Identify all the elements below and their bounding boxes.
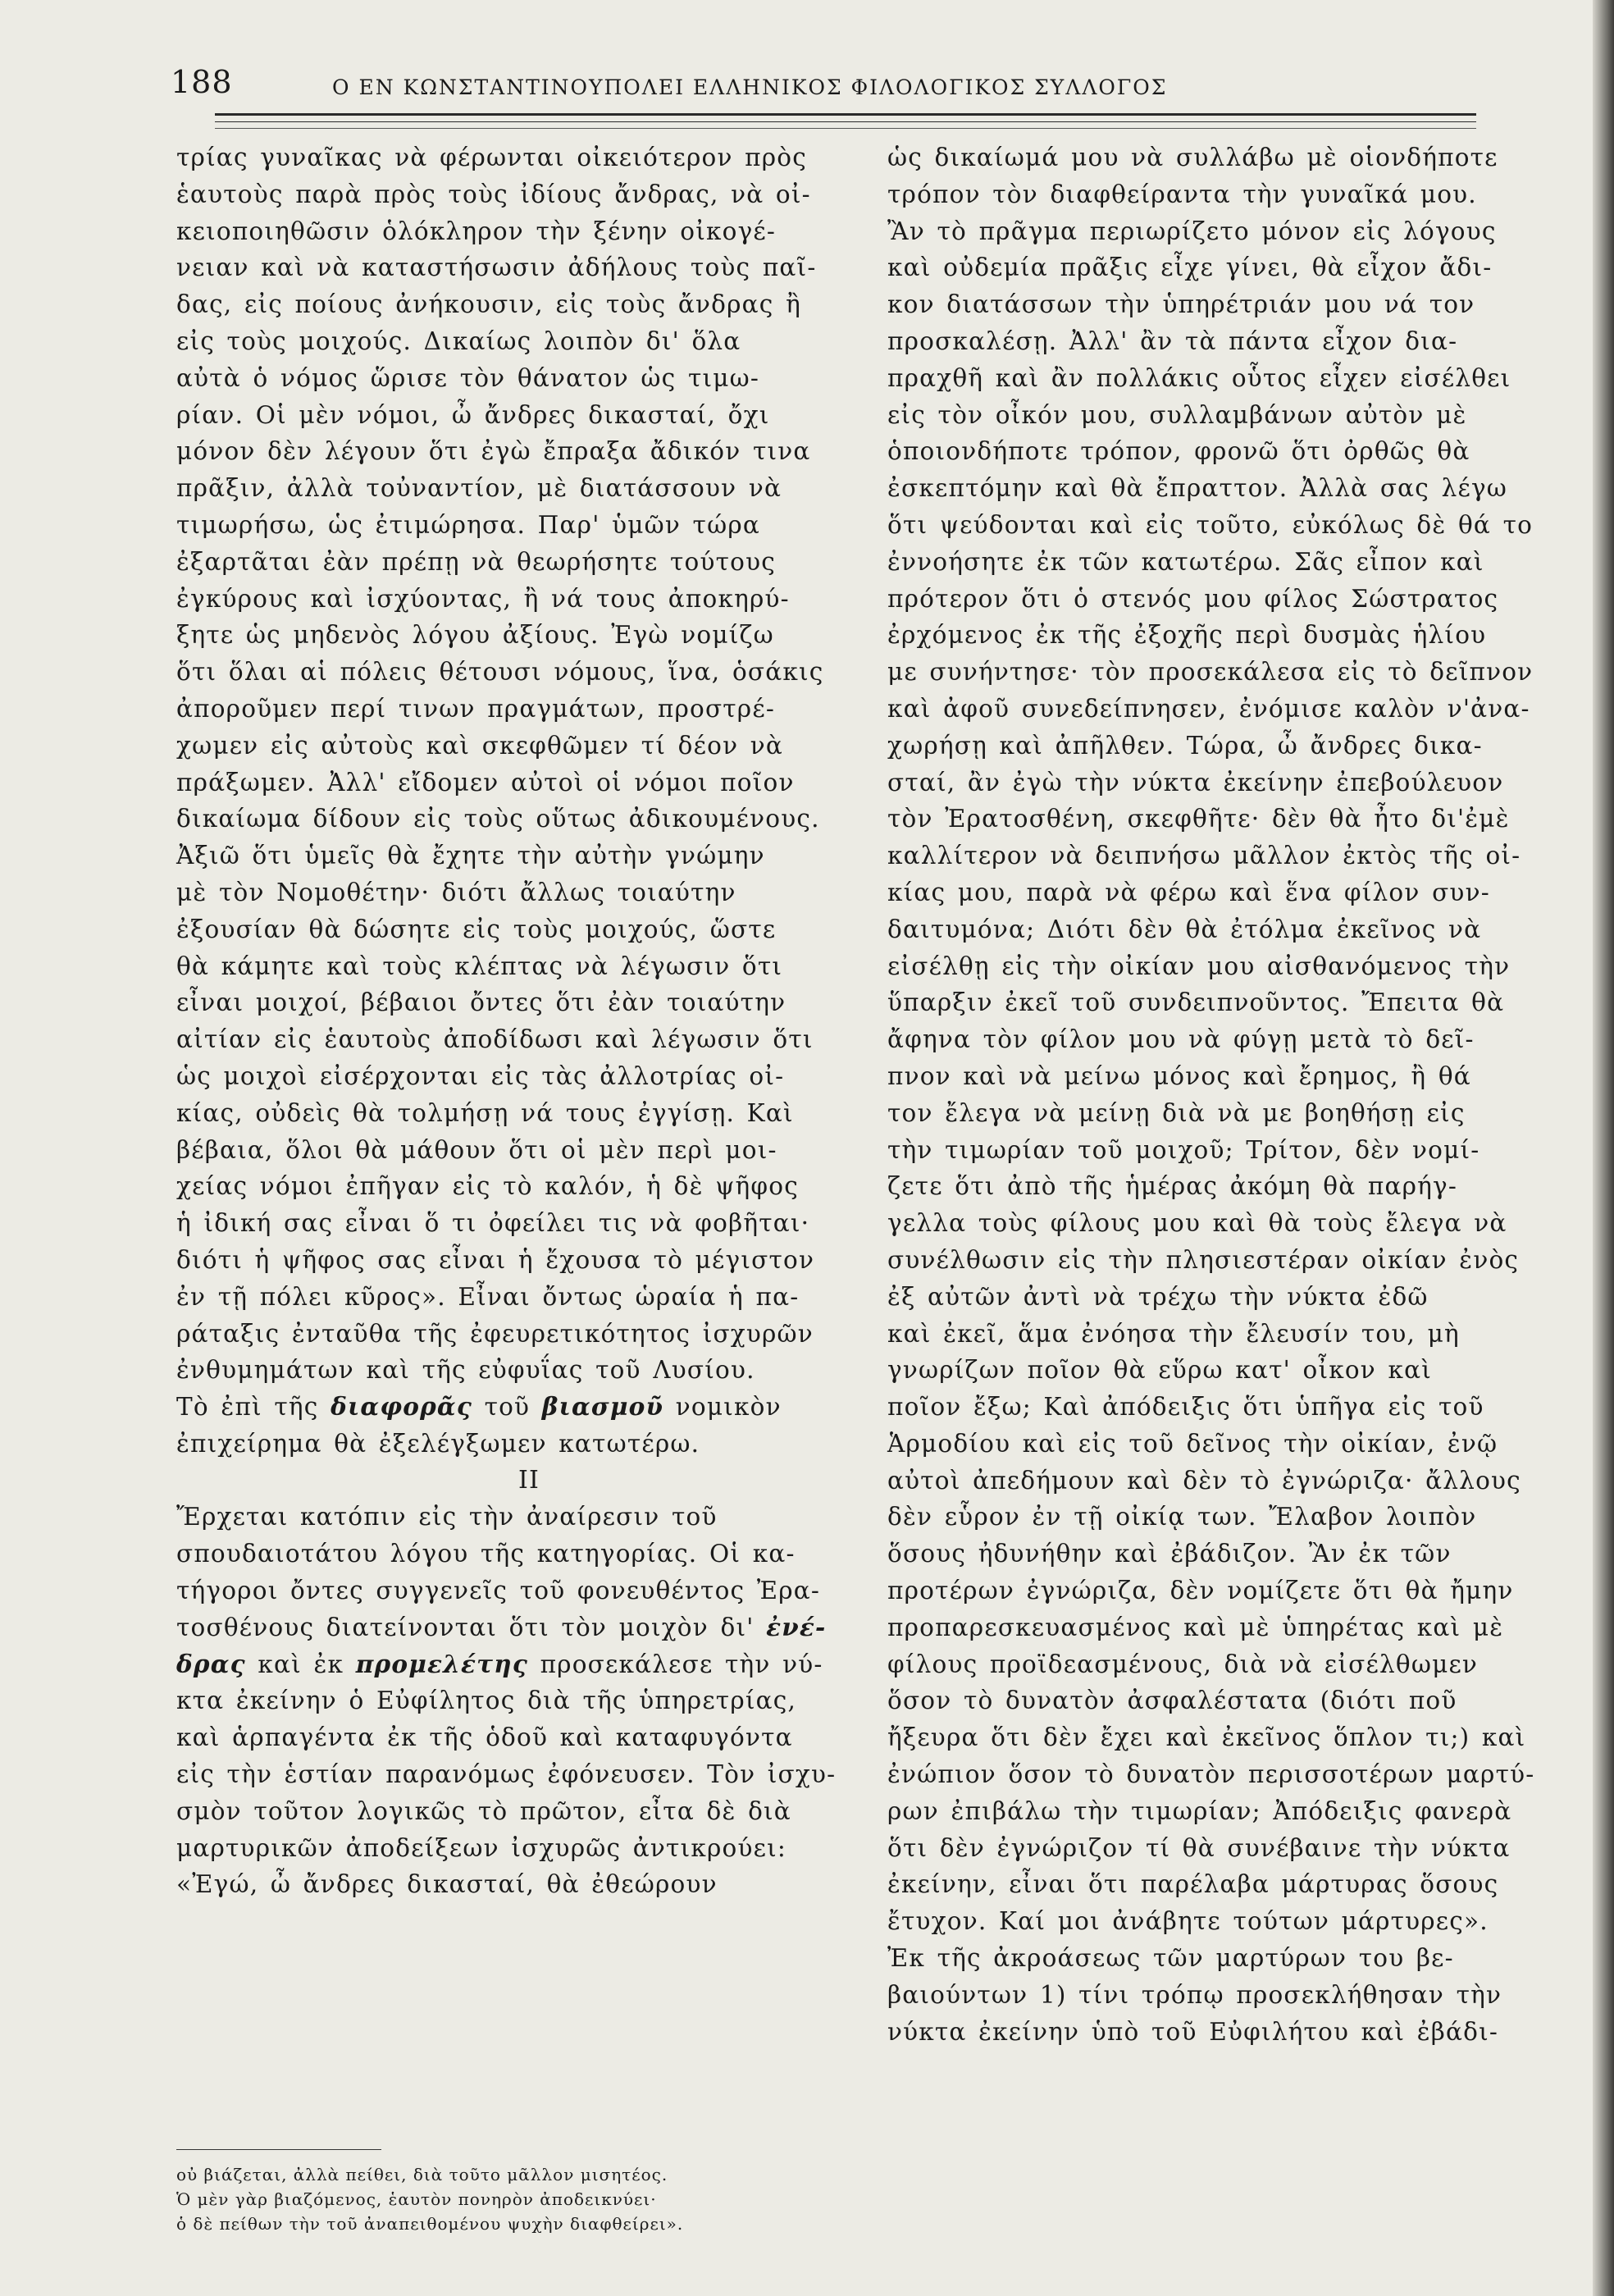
text-line: πράξωμεν. Ἀλλ' εἴδομεν αὐτοὶ οἱ νόμοι ποῖον: [176, 768, 795, 797]
left-paragraph-2a: [176, 1499, 832, 1609]
text-line: τρόπον τὸν διαφθείραντα τὴν γυναῖκά μου.: [887, 180, 1477, 208]
text-line: ὅσους ἠδυνήθην καὶ ἐβάδιζον. Ἂν ἐκ τῶν: [887, 1540, 1452, 1568]
text-line: κον διατάσσων τὴν ὑπηρέτριάν μου νά τον: [887, 290, 1475, 319]
text-line: «Ἐγώ, ὦ ἄνδρες δικασταί, θὰ ἐθεώρουν: [176, 1870, 718, 1899]
text-line: δας, εἰς ποίους ἀνήκουσιν, εἰς τοὺς ἄνδρας ἢ: [176, 290, 801, 319]
text-line: πρᾶξιν, ἀλλὰ τοὐναντίον, μὲ διατάσσουν νὰ: [176, 474, 782, 503]
text-line: σπουδαιοτάτου λόγου τῆς κατηγορίας. Οἱ κα-: [176, 1540, 796, 1568]
text-line: ἐξαρτᾶται ἐὰν πρέπῃ νὰ θεωρήσητε τούτους: [176, 547, 776, 576]
page-header: [164, 64, 1435, 113]
text-line: μὲ τὸν Νομοθέτην· διότι ἄλλως τοιαύτην: [176, 878, 736, 906]
text-line: ἐγκύρους καὶ ἰσχύοντας, ἢ νά τους ἀποκηρύ-: [176, 584, 790, 613]
emphasis-term: ἐνέ-: [766, 1612, 827, 1641]
text-span: τοῦ: [484, 1393, 531, 1422]
text-span: καὶ ἐκ: [258, 1650, 344, 1678]
text-line: ὁποιονδήποτε τρόπον, φρονῶ ὅτι ὀρθῶς θὰ: [887, 437, 1470, 466]
text-line: χωμεν εἰς αὐτοὺς καὶ σκεφθῶμεν τί δέον νὰ: [176, 731, 784, 760]
text-line: Ἀξιῶ ὅτι ὑμεῖς θὰ ἔχητε τὴν αὐτὴν γνώμην: [176, 842, 765, 870]
header-rule-thick: [215, 113, 1476, 116]
text-line: ὕπαρξιν ἐκεῖ τοῦ συνδειπνοῦντος. Ἔπειτα θὰ: [887, 988, 1505, 1017]
right-paragraph: [887, 139, 1535, 2050]
text-line: καὶ οὐδεμία πρᾶξις εἶχε γίνει, θὰ εἶχον ἄδι-: [887, 253, 1493, 282]
text-span: νομικὸν: [675, 1393, 782, 1422]
emphasis-term: προμελέτης: [355, 1649, 528, 1678]
footnote-block: [176, 2162, 849, 2236]
text-line: ὅτι ὅλαι αἱ πόλεις θέτουσι νόμους, ἵνα, ὁσάκις: [176, 658, 824, 687]
text-line: ρων ἐπιβάλω τὴν τιμωρίαν; Ἀπόδειξις φανερὰ: [887, 1796, 1512, 1825]
page-edge-shadow: [1593, 0, 1614, 2296]
emphasis-term: διαφορᾶς: [331, 1392, 472, 1422]
p2-line-4: [176, 1609, 832, 1646]
section-numeral: II: [517, 1465, 540, 1495]
header-rule-hairline: [215, 128, 1476, 129]
text-line: σμὸν τοῦτον λογικῶς τὸ πρῶτον, εἶτα δὲ διὰ: [176, 1796, 791, 1825]
left-paragraph-2b: [176, 1682, 837, 1903]
text-line: κίας, οὐδεὶς θὰ τολμήσῃ νά τους ἐγγίσῃ. Καὶ: [176, 1098, 794, 1127]
text-line: ἤξευρα ὅτι δὲν ἔχει καὶ ἐκεῖνος ὅπλον τι;) καὶ: [887, 1723, 1526, 1752]
text-line: τὸν Ἐρατοσθένη, σκεφθῆτε· δὲν θὰ ἦτο δι'ἐμὲ: [887, 805, 1510, 833]
text-line: ὡς μοιχοὶ εἰσέρχονται εἰς τὰς ἀλλοτρίας οἰ-: [176, 1061, 785, 1090]
text-line: κειοποιηθῶσιν ὁλόκληρον τὴν ξένην οἰκογέ-: [176, 217, 777, 245]
text-line: ἐνθυμημάτων καὶ τῆς εὐφυΐας τοῦ Λυσίου.: [176, 1356, 755, 1385]
text-span: τοσθένους διατείνονται ὅτι τὸν μοιχὸν δι': [176, 1613, 755, 1641]
text-line: τρίας γυναῖκας νὰ φέρωνται οἰκειότερον πρὸς: [176, 144, 807, 171]
text-line: ράταξις ἐνταῦθα τῆς ἐφευρετικότητος ἰσχυρῶν: [176, 1319, 814, 1348]
text-line: καὶ ἀφοῦ συνεδείπνησεν, ἐνόμισε καλὸν ν'ἀνα-: [887, 694, 1530, 723]
text-line: τὴν τιμωρίαν τοῦ μοιχοῦ; Τρίτον, δὲν νομί-: [887, 1135, 1480, 1164]
left-paragraph-1: [176, 139, 832, 1389]
text-line: Ἔρχεται κατόπιν εἰς τὴν ἀναίρεσιν τοῦ: [176, 1503, 718, 1531]
text-line: θὰ κάμητε καὶ τοὺς κλέπτας νὰ λέγωσιν ὅτι: [176, 952, 783, 980]
text-line: ξητε ὡς μηδενὸς λόγου ἀξίους. Ἐγὼ νομίζω: [176, 621, 774, 650]
emphasis-term: δρας: [176, 1649, 246, 1678]
header-rule-thin: [215, 121, 1476, 122]
text-line: εἰς τὴν ἑστίαν παρανόμως ἐφόνευσεν. Τὸν ἰσχυ-: [176, 1760, 837, 1789]
page-number: 188: [171, 64, 233, 100]
text-span: Τὸ ἐπὶ τῆς: [176, 1393, 319, 1422]
text-line: βαιούντων 1) τίνι τρόπῳ προσεκλήθησαν τὴν: [887, 1980, 1502, 2009]
text-line: νειαν καὶ νὰ καταστήσωσιν ἀδήλους τοὺς παῖ-: [176, 253, 817, 282]
text-line: δὲν εὗρον ἐν τῇ οἰκίᾳ των. Ἔλαβον λοιπὸν: [887, 1503, 1477, 1531]
text-line: γνωρίζων ποῖον θὰ εὕρω κατ' οἶκον καὶ: [887, 1356, 1433, 1385]
text-line: νύκτα ἐκείνην ὑπὸ τοῦ Εὐφιλήτου καὶ ἐβάδι-: [887, 2017, 1499, 2046]
closing-line-1: [176, 1389, 832, 1426]
text-line: εἰσέλθῃ εἰς τὴν οἰκίαν μου αἰσθανόμενος τὴν: [887, 952, 1511, 980]
text-line: τιμωρήσω, ὡς ἐτιμώρησα. Παρ' ὑμῶν τώρα: [176, 510, 760, 539]
text-line: ἀποροῦμεν περί τινων πραγμάτων, προστρέ-: [176, 694, 775, 723]
text-line: Ἂν τὸ πρᾶγμα περιωρίζετο μόνον εἰς λόγους: [887, 217, 1497, 245]
text-line: ἐξουσίαν θὰ δώσητε εἰς τοὺς μοιχούς, ὥστε: [176, 915, 777, 943]
text-line: χωρήσῃ καὶ ἀπῆλθεν. Τώρα, ὦ ἄνδρες δικα-: [887, 731, 1483, 760]
text-line: ἐν τῇ πόλει κῦρος». Εἶναι ὄντως ὡραία ἡ πα-: [176, 1282, 800, 1311]
text-line: καὶ ἁρπαγέντα ἐκ τῆς ὁδοῦ καὶ καταφυγόντα: [176, 1723, 793, 1752]
text-span: προσεκάλεσε τὴν νύ-: [540, 1650, 823, 1678]
text-line: προσκαλέσῃ. Ἀλλ' ἂν τὰ πάντα εἶχον δια-: [887, 326, 1458, 355]
right-column: [887, 139, 1535, 2050]
text-line: Ἁρμοδίου καὶ εἰς τοῦ δεῖνος τὴν οἰκίαν, ἐνῷ: [887, 1429, 1498, 1458]
text-line: διότι ἡ ψῆφος σας εἶναι ἡ ἔχουσα τὸ μέγιστον: [176, 1245, 815, 1274]
emphasis-term: βιασμοῦ: [541, 1392, 664, 1422]
text-line: δαιτυμόνα; Διότι δὲν θὰ ἐτόλμα ἐκεῖνος νὰ: [887, 915, 1482, 943]
closing-line-2: ἐπιχείρημα θὰ ἐξελέγξωμεν κατωτέρω.: [176, 1429, 700, 1458]
text-line: προπαρεσκευασμένος καὶ μὲ ὑπηρέτας καὶ μὲ: [887, 1613, 1504, 1641]
text-line: κτα ἐκείνην ὁ Εὐφίλητος διὰ τῆς ὑπηρετρίας,: [176, 1687, 797, 1715]
text-line: καὶ ἐκεῖ, ἅμα ἐνόησα τὴν ἔλευσίν του, μὴ: [887, 1319, 1460, 1348]
text-line: εἶναι μοιχοί, βέβαιοι ὄντες ὅτι ἐὰν τοιαύτην: [176, 988, 786, 1017]
p2-line-5: [176, 1646, 832, 1683]
text-line: ἄφηνα τὸν φίλον μου νὰ φύγῃ μετὰ τὸ δεῖ-: [887, 1025, 1475, 1054]
text-line: αὐτὰ ὁ νόμος ὥρισε τὸν θάνατον ὡς τιμω-: [176, 363, 760, 392]
text-line: γελλα τοὺς φίλους μου καὶ θὰ τοὺς ἔλεγα νὰ: [887, 1209, 1507, 1238]
footnotes: [176, 2162, 849, 2236]
text-line: ζετε ὅτι ἀπὸ τῆς ἡμέρας ἀκόμη θὰ παρήγ-: [887, 1172, 1458, 1201]
text-line: ἔτυχον. Καί μοι ἀνάβητε τούτων μάρτυρες».: [887, 1907, 1489, 1936]
text-line: ἐκείνην, εἶναι ὅτι παρέλαβα μάρτυρας ὅσους: [887, 1870, 1499, 1899]
text-line: δικαίωμα δίδουν εἰς τοὺς οὕτως ἀδικουμένους.: [176, 805, 820, 833]
text-line: αἰτίαν εἰς ἑαυτοὺς ἀποδίδωσι καὶ λέγωσιν ὅτι: [176, 1025, 814, 1054]
text-line: συνέλθωσιν εἰς τὴν πλησιεστέραν οἰκίαν ἐνὸς: [887, 1245, 1520, 1274]
left-column: [176, 139, 837, 1903]
text-line: ἐρχόμενος ἐκ τῆς ἐξοχῆς περὶ δυσμὰς ἡλίου: [887, 621, 1487, 650]
text-line: Ἐκ τῆς ἀκροάσεως τῶν μαρτύρων του βε-: [887, 1944, 1454, 1973]
text-line: βέβαια, ὅλοι θὰ μάθουν ὅτι οἱ μὲν περὶ μοι-: [176, 1135, 777, 1164]
text-line: εἰς τοὺς μοιχούς. Δικαίως λοιπὸν δι' ὅλα: [176, 326, 741, 355]
footnote-rule: [176, 2149, 381, 2150]
footnote-line: Ὁ μὲν γὰρ βιαζόμενος, ἑαυτὸν πονηρὸν ἀποδεικνύει·: [176, 2189, 657, 2209]
text-line: ἐννοήσητε ἐκ τῶν κατωτέρω. Σᾶς εἶπον καὶ: [887, 547, 1484, 576]
text-line: ὅτι δὲν ἐγνώριζον τί θὰ συνέβαινε τὴν νύκτα: [887, 1833, 1511, 1862]
text-line: προτέρων ἐγνώριζα, δὲν νομίζετε ὅτι θὰ ἤμην: [887, 1577, 1514, 1605]
text-line: ἐσκεπτόμην καὶ θὰ ἔπραττον. Ἀλλὰ σας λέγω: [887, 474, 1508, 503]
text-line: ρίαν. Οἱ μὲν νόμοι, ὦ ἄνδρες δικασταί, ὄχι: [176, 400, 770, 429]
text-line: ὅτι ψεύδονται καὶ εἰς τοῦτο, εὐκόλως δὲ θά το: [887, 510, 1534, 539]
text-line: με συνήντησε· τὸν προσεκάλεσα εἰς τὸ δεῖπνον: [887, 658, 1534, 687]
text-line: μαρτυρικῶν ἀποδείξεων ἰσχυρῶς ἀντικρούει:: [176, 1833, 786, 1862]
text-line: χείας νόμοι ἐπῆγαν εἰς τὸ καλόν, ἡ δὲ ψῆφος: [176, 1172, 799, 1201]
footnote-line: ὁ δὲ πείθων τὴν τοῦ ἀναπειθομένου ψυχὴν διαφθείρει».: [176, 2214, 684, 2234]
text-line: κίας μου, παρὰ νὰ φέρω καὶ ἕνα φίλον συν-: [887, 878, 1490, 906]
text-line: αὐτοὶ ἀπεδήμουν καὶ δὲν τὸ ἐγνώριζα· ἄλλους: [887, 1466, 1521, 1495]
text-line: ἑαυτοὺς παρὰ πρὸς τοὺς ἰδίους ἄνδρας, νὰ οἰ-: [176, 180, 811, 208]
text-line: φίλους προϊδεασμένους, διὰ νὰ εἰσέλθωμεν: [887, 1650, 1479, 1678]
text-line: πραχθῆ καὶ ἂν πολλάκις οὗτος εἶχεν εἰσέλθει: [887, 363, 1511, 392]
text-line: σταί, ἂν ἐγὼ τὴν νύκτα ἐκείνην ἐπεβούλευον: [887, 768, 1504, 797]
text-line: ὅσον τὸ δυνατὸν ἀσφαλέστατα (διότι ποῦ: [887, 1687, 1457, 1715]
text-line: ὡς δικαίωμά μου νὰ συλλάβω μὲ οἱονδήποτε: [887, 144, 1498, 171]
text-line: καλλίτερον νὰ δειπνήσω μᾶλλον ἐκτὸς τῆς οἰ-: [887, 842, 1521, 870]
footnote-line: οὐ βιάζεται, ἀλλὰ πείθει, διὰ τοῦτο μᾶλλον μισητέος.: [176, 2165, 668, 2184]
text-line: ἡ ἰδική σας εἶναι ὅ τι ὀφείλει τις νὰ φοβῆται·: [176, 1209, 810, 1238]
text-line: ἐξ αὐτῶν ἀντὶ νὰ τρέχω τὴν νύκτα ἐδῶ: [887, 1282, 1429, 1311]
text-line: πνον καὶ νὰ μείνω μόνος καὶ ἔρημος, ἢ θά: [887, 1061, 1471, 1090]
text-line: τον ἔλεγα νὰ μείνῃ διὰ νὰ με βοηθήσῃ εἰς: [887, 1098, 1466, 1127]
text-line: μόνον δὲν λέγουν ὅτι ἐγὼ ἔπραξα ἄδικόν τινα: [176, 437, 811, 466]
text-line: ἐνώπιον ὅσον τὸ δυνατὸν περισσοτέρων μαρτύ-: [887, 1760, 1535, 1789]
text-line: τήγοροι ὄντες συγγενεῖς τοῦ φονευθέντος Ἐρα-: [176, 1577, 821, 1605]
running-head: Ο ΕΝ ΚΩΝΣΤΑΝΤΙΝΟΥΠΟΛΕΙ ΕΛΛΗΝΙΚΟΣ ΦΙΛΟΛΟΓΙΚΟΣ ΣΥΛΛΟΓΟΣ: [332, 75, 1168, 99]
text-line: ποῖον ἔξω; Καὶ ἀπόδειξις ὅτι ὑπῆγα εἰς τοῦ: [887, 1393, 1484, 1422]
text-line: πρότερον ὅτι ὁ στενός μου φίλος Σώστρατος: [887, 584, 1499, 613]
text-line: εἰς τὸν οἶκόν μου, συλλαμβάνων αὐτὸν μὲ: [887, 400, 1467, 429]
